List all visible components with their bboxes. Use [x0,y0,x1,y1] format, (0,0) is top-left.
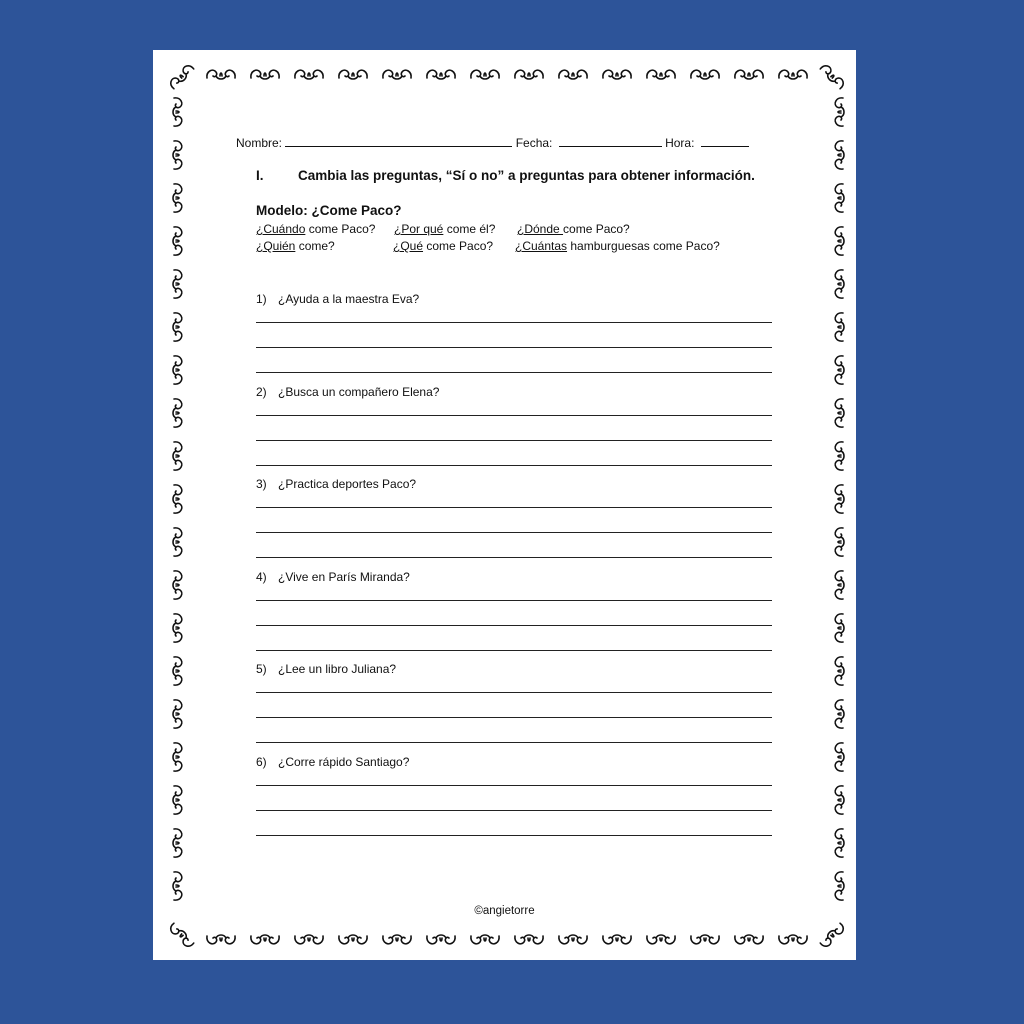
answer-line[interactable] [256,415,772,416]
date-blank[interactable] [559,135,662,147]
date-label: Fecha: [515,136,553,150]
section-title [256,168,816,183]
answer-line[interactable] [256,835,772,836]
name-label: Nombre: [236,136,283,150]
model-example: ¿Cuándo come Paco? [256,222,376,236]
model-example: ¿Qué come Paco? [393,239,494,253]
answer-line[interactable] [256,347,772,348]
section-instruction: Cambia las preguntas, “Sí o no” a preguntas para obtener información. [298,168,755,183]
answer-line[interactable] [256,650,772,651]
answer-line[interactable] [256,440,772,441]
answer-line[interactable] [256,625,772,626]
answer-line[interactable] [256,465,772,466]
worksheet-content [153,50,856,960]
model-example: ¿Cuántas hamburguesas come Paco? [515,239,720,253]
question-item: 6) ¿Corre rápido Santiago? [256,755,410,769]
time-blank[interactable] [701,135,749,147]
answer-line[interactable] [256,717,772,718]
model-example: ¿Dónde come Paco? [517,222,630,236]
model-title: Modelo: ¿Come Paco? [256,203,402,218]
copyright-footer: ©angietorre [474,905,535,917]
answer-line[interactable] [256,557,772,558]
name-blank[interactable] [285,135,512,147]
time-label: Hora: [665,136,695,150]
answer-line[interactable] [256,532,772,533]
answer-line[interactable] [256,810,772,811]
answer-line[interactable] [256,785,772,786]
answer-line[interactable] [256,692,772,693]
answer-line[interactable] [256,372,772,373]
question-item: 4) ¿Vive en París Miranda? [256,570,410,584]
question-item: 1) ¿Ayuda a la maestra Eva? [256,292,420,306]
answer-line[interactable] [256,742,772,743]
answer-line[interactable] [256,507,772,508]
header-fields [236,135,776,150]
question-item: 3) ¿Practica deportes Paco? [256,477,417,491]
answer-line[interactable] [256,600,772,601]
worksheet-page [153,50,856,960]
question-item: 5) ¿Lee un libro Juliana? [256,662,397,676]
question-item: 2) ¿Busca un compañero Elena? [256,385,440,399]
model-example: ¿Quién come? [256,239,335,253]
answer-line[interactable] [256,322,772,323]
section-number: I. [256,168,264,183]
model-example: ¿Por qué come él? [394,222,496,236]
